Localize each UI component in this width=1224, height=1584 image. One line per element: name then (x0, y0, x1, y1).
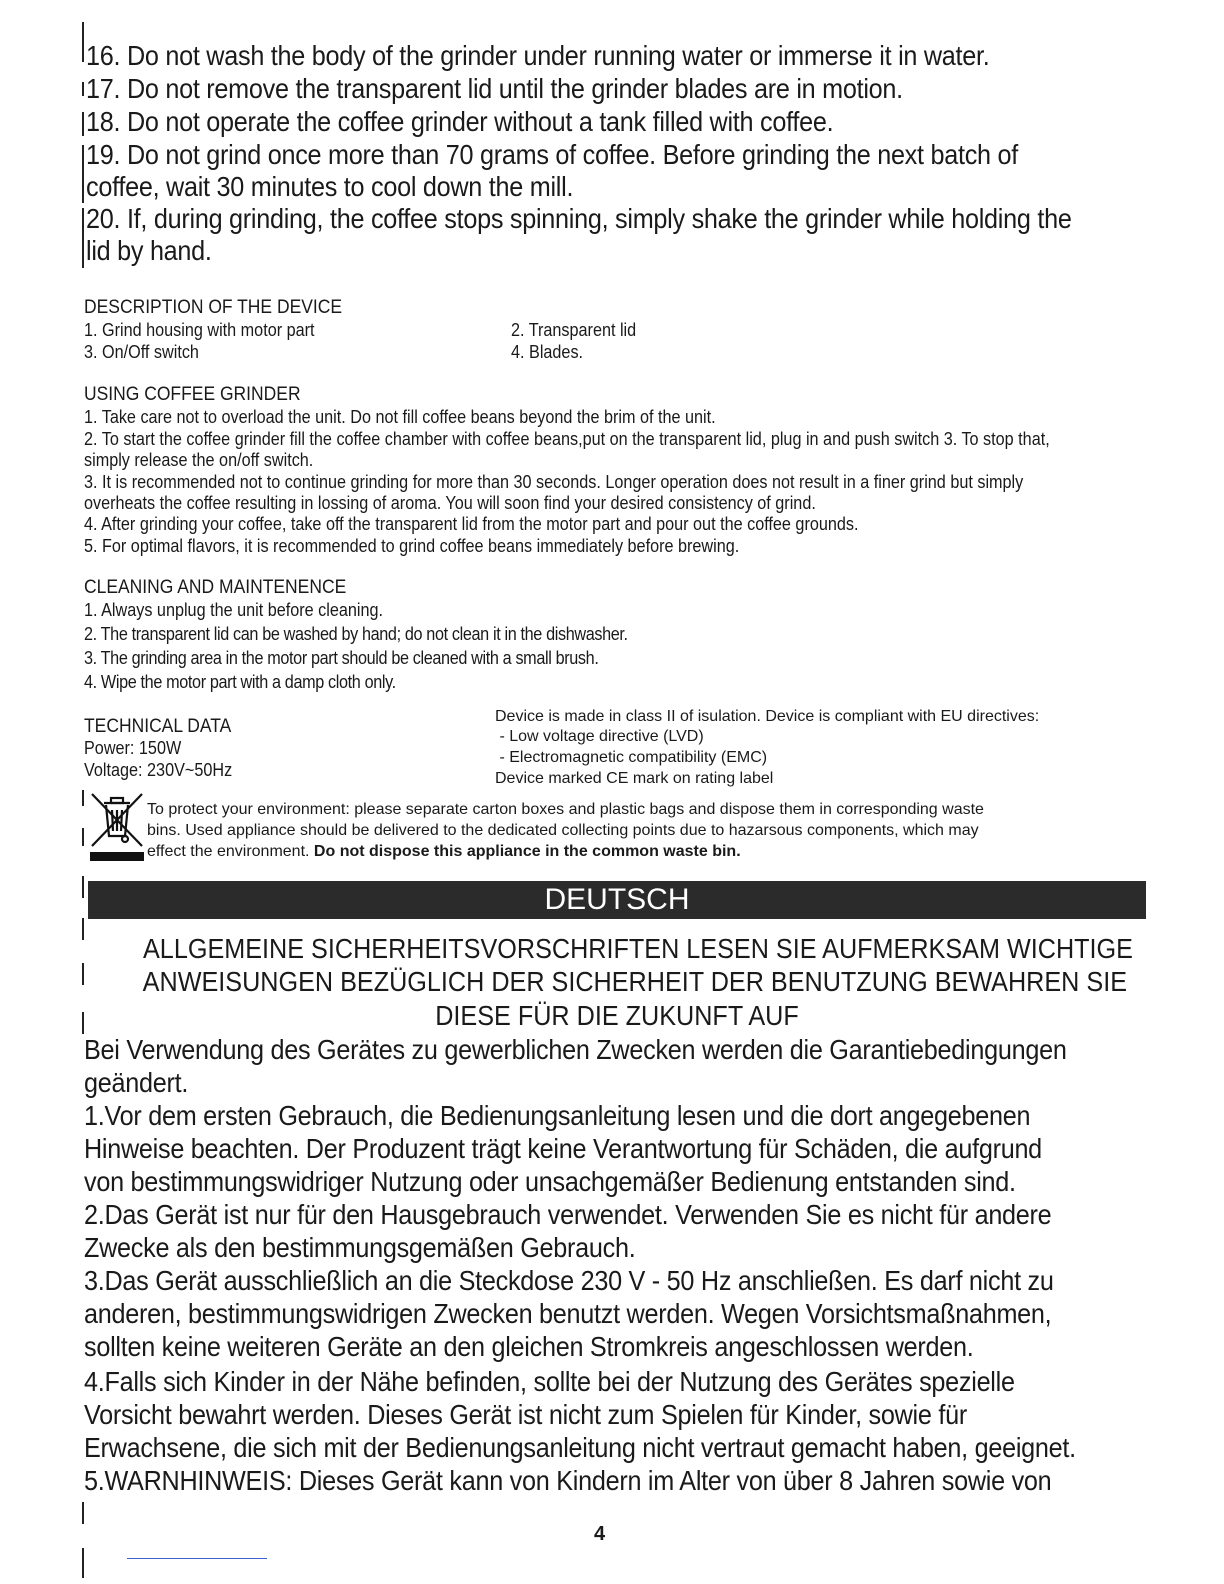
language-banner: DEUTSCH (88, 881, 1146, 919)
german-line: anderen, bestimmungswidrigen Zwecken benutzt werden. Wegen Vorsichtsmaßnahmen, (84, 1298, 1052, 1329)
german-line: geändert. (84, 1067, 189, 1098)
german-line: 1.Vor dem ersten Gebrauch, die Bedienungsanleitung lesen und die dort angegebenen (84, 1100, 1031, 1131)
german-caps-heading (88, 965, 1146, 998)
german-caps-line: ANWEISUNGEN BEZÜGLICH DER SICHERHEIT DER BENUTZUNG BEWAHREN SIE (142, 966, 1128, 997)
german-line: 3.Das Gerät ausschließlich an die Steckdose 230 V - 50 Hz anschließen. Es darf nicht zu (84, 1265, 1054, 1296)
safety-item-19: 19. Do not grind once more than 70 grams of coffee. Before grinding the next batch of (86, 139, 1018, 170)
using-line: 3. It is recommended not to continue grinding for more than 30 seconds. Longer operation does not result in a finer grind but simply (84, 472, 1024, 492)
margin-mark (82, 876, 84, 898)
german-line: Hinweise beachten. Der Produzent trägt keine Verantwortung für Schäden, die aufgrund (84, 1133, 1042, 1164)
margin-mark (82, 82, 84, 96)
margin-mark (82, 112, 84, 136)
safety-item-20-cont: lid by hand. (86, 235, 212, 266)
using-heading: USING COFFEE GRINDER (84, 384, 301, 405)
compliance-line: Device marked CE mark on rating label (495, 770, 774, 787)
using-line: simply release the on/off switch. (84, 450, 314, 470)
technical-voltage: Voltage: 230V~50Hz (84, 760, 233, 780)
margin-mark (82, 22, 84, 62)
crossed-out-wheelie-bin-icon (88, 790, 146, 862)
description-item: 3. On/Off switch (84, 342, 199, 362)
safety-item-20: 20. If, during grinding, the coffee stops spinning, simply shake the grinder while holding the (86, 203, 1072, 234)
safety-item-19-cont: coffee, wait 30 minutes to cool down the mill. (86, 171, 574, 202)
using-line: 1. Take care not to overload the unit. Do not fill coffee beans beyond the brim of the unit. (84, 407, 716, 427)
margin-mark (82, 828, 84, 846)
compliance-line: Device is made in class II of isulation. Device is compliant with EU directives: (495, 708, 1040, 725)
cleaning-line: 4. Wipe the motor part with a damp cloth only. (84, 672, 396, 692)
description-item: 4. Blades. (511, 342, 584, 362)
margin-mark (82, 208, 84, 268)
footer-rule (127, 1558, 267, 1559)
compliance-line: - Low voltage directive (LVD) (495, 728, 704, 745)
cleaning-line: 1. Always unplug the unit before cleaning. (84, 600, 384, 620)
description-item: 1. Grind housing with motor part (84, 320, 315, 340)
description-item: 2. Transparent lid (511, 320, 637, 340)
cleaning-line: 2. The transparent lid can be washed by hand; do not clean it in the dishwasher. (84, 624, 628, 644)
environment-text: effect the environment. (147, 843, 314, 860)
technical-power: Power: 150W (84, 738, 182, 758)
german-line: 4.Falls sich Kinder in der Nähe befinden, sollte bei der Nutzung des Gerätes spezielle (84, 1366, 1015, 1397)
german-caps-heading (88, 932, 1146, 965)
german-line: Bei Verwendung des Gerätes zu gewerblichen Zwecken werden die Garantiebedingungen (84, 1034, 1067, 1065)
margin-mark (82, 1502, 84, 1524)
german-caps-line: DIESE FÜR DIE ZUKUNFT AUF (435, 1000, 799, 1031)
using-line: 4. After grinding your coffee, take off the transparent lid from the motor part and pour out the coffee grounds. (84, 514, 859, 534)
environment-line: To protect your environment: please separate carton boxes and plastic bags and dispose them in corresponding waste (147, 801, 984, 818)
german-line: von bestimmungswidriger Nutzung oder unsachgemäßer Bedienung entstanden sind. (84, 1166, 1016, 1197)
environment-line (147, 841, 741, 862)
german-line: sollten keine weiteren Geräte an den gleichen Stromkreis angeschlossen werden. (84, 1331, 974, 1362)
cleaning-line: 3. The grinding area in the motor part should be cleaned with a small brush. (84, 648, 599, 668)
using-line: 2. To start the coffee grinder fill the coffee chamber with coffee beans,put on the transparent lid, plug in and push switch 3. To stop that, (84, 429, 1050, 449)
description-heading: DESCRIPTION OF THE DEVICE (84, 297, 343, 318)
german-line: 2.Das Gerät ist nur für den Hausgebrauch verwendet. Verwenden Sie es nicht für andere (84, 1199, 1052, 1230)
cleaning-heading: CLEANING AND MAINTENENCE (84, 577, 347, 598)
margin-mark (82, 145, 84, 203)
margin-mark (82, 1548, 84, 1578)
technical-heading: TECHNICAL DATA (84, 716, 232, 737)
margin-mark (82, 790, 84, 806)
german-line: Erwachsene, die sich mit der Bedienungsanleitung nicht vertraut gemacht haben, geeignet. (84, 1432, 1076, 1463)
safety-item-16: 16. Do not wash the body of the grinder under running water or immerse it in water. (86, 40, 990, 71)
german-caps-heading (88, 999, 1146, 1032)
margin-mark (82, 1012, 84, 1034)
german-line: Vorsicht bewahrt werden. Dieses Gerät ist nicht zum Spielen für Kinder, sowie für (84, 1399, 967, 1430)
safety-item-18: 18. Do not operate the coffee grinder without a tank filled with coffee. (86, 106, 834, 137)
using-line: 5. For optimal flavors, it is recommended to grind coffee beans immediately before brewing. (84, 536, 740, 556)
environment-warning: Do not dispose this appliance in the common waste bin. (313, 843, 741, 860)
page-number: 4 (594, 1523, 606, 1545)
environment-line: bins. Used appliance should be delivered to the dedicated collecting points due to hazarsous components, which may (147, 822, 979, 839)
compliance-line: - Electromagnetic compatibility (EMC) (495, 749, 768, 766)
german-caps-line: ALLGEMEINE SICHERHEITSVORSCHRIFTEN LESEN SIE AUFMERKSAM WICHTIGE (142, 933, 1133, 964)
safety-item-17: 17. Do not remove the transparent lid until the grinder blades are in motion. (86, 73, 903, 104)
german-line: 5.WARNHINWEIS: Dieses Gerät kann von Kindern im Alter von über 8 Jahren sowie von (84, 1465, 1052, 1496)
using-line: overheats the coffee resulting in lossing of aroma. You will soon find your desired consistency of grind. (84, 493, 816, 513)
margin-mark (82, 918, 84, 940)
german-line: Zwecke als den bestimmungsgemäßen Gebrauch. (84, 1232, 636, 1263)
margin-mark (82, 963, 84, 985)
